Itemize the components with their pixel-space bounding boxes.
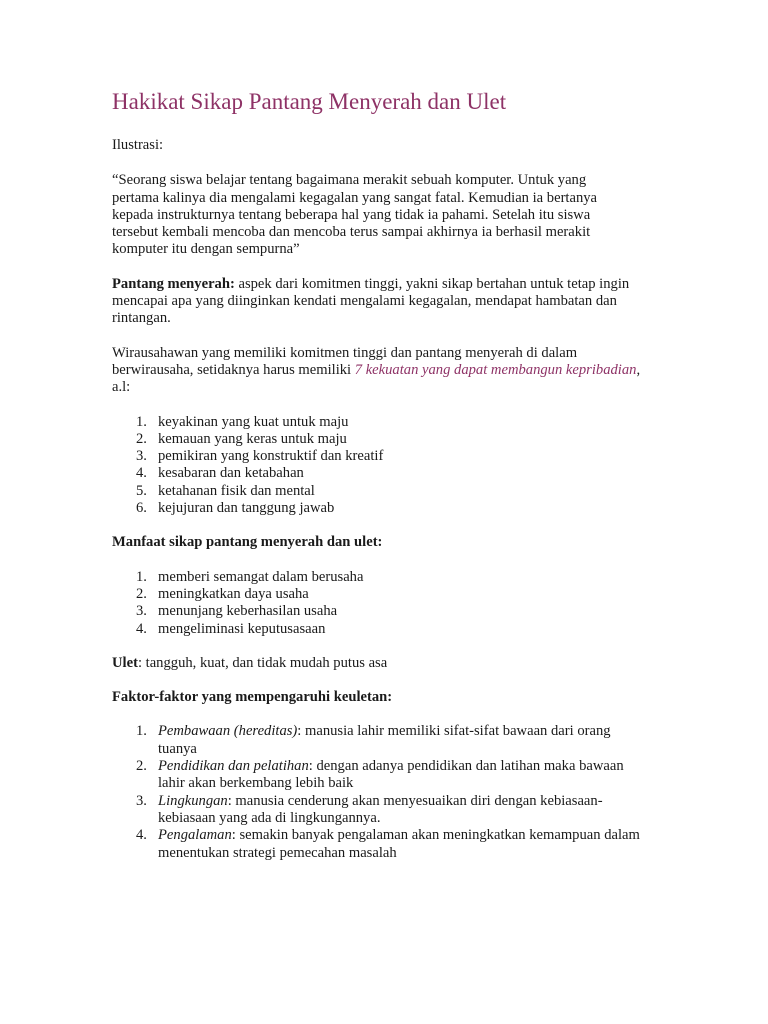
list-text: kemauan yang keras untuk maju xyxy=(158,430,347,447)
ulet-term: Ulet xyxy=(112,654,138,671)
list-item xyxy=(112,483,652,500)
factors-list xyxy=(112,723,652,861)
strengths-list xyxy=(112,414,652,518)
list-item xyxy=(112,431,652,448)
illustration-label: Ilustrasi: xyxy=(112,137,164,153)
list-number: 3. xyxy=(136,792,147,809)
list-number: 1. xyxy=(136,413,147,430)
intro-paragraph xyxy=(112,345,652,397)
list-number: 4. xyxy=(136,827,147,844)
illustration-quote: “Seorang siswa belajar tentang bagaimana merakit sebuah komputer. Untuk yang pertama kalinya dia mengalami kegagalan yang sangat fatal. Kemudian ia bertanya kepada instrukturnya tentang beberapa hal yang tidak ia pahami. Setelah itu siswa tersebut kembali mencoba dan mencoba terus sampai akhirnya ia berhasil merakit komputer itu dengan sempurna” xyxy=(112,172,598,258)
list-number: 6. xyxy=(136,500,147,517)
list-item xyxy=(112,603,652,620)
factor-text: : manusia cenderung akan menyesuaikan diri dengan kebiasaan-kebiasaan yang ada di lingkungannya. xyxy=(158,792,603,826)
list-item xyxy=(112,448,652,465)
list-item xyxy=(112,827,652,862)
list-number: 4. xyxy=(136,620,147,637)
definition-paragraph xyxy=(112,276,652,328)
list-number: 4. xyxy=(136,465,147,482)
list-text: meningkatkan daya usaha xyxy=(158,585,309,602)
factors-heading: Faktor-faktor yang mempengaruhi keuletan: xyxy=(112,689,393,706)
definition-text: aspek dari komitmen tinggi, yakni sikap bertahan untuk tetap ingin mencapai apa yang diinginkan kendati mengalami kegagalan, mendapat hambatan dan rintangan. xyxy=(112,275,630,327)
list-text: memberi semangat dalam berusaha xyxy=(158,568,364,585)
intro-suffix: , a.l: xyxy=(112,361,641,396)
list-number: 2. xyxy=(136,430,147,447)
list-number: 3. xyxy=(136,603,147,620)
list-item xyxy=(112,569,652,586)
list-number: 2. xyxy=(136,758,147,775)
list-number: 1. xyxy=(136,723,147,740)
list-item xyxy=(112,414,652,431)
list-item xyxy=(112,793,652,828)
definition-term: Pantang menyerah: xyxy=(112,275,235,292)
list-number: 5. xyxy=(136,482,147,499)
intro-text: Wirausahawan yang memiliki komitmen tinggi dan pantang menyerah di dalam berwirausaha, setidaknya harus memiliki xyxy=(112,344,578,378)
factor-term: Lingkungan xyxy=(158,792,228,809)
list-item xyxy=(112,723,652,758)
factor-term: Pengalaman xyxy=(158,827,232,844)
factor-term: Pembawaan (hereditas) xyxy=(158,723,298,740)
list-text: ketahanan fisik dan mental xyxy=(158,482,315,499)
factor-text: : dengan adanya pendidikan dan latihan maka bawaan lahir akan berkembang lebih baik xyxy=(158,758,624,792)
benefits-list xyxy=(112,569,652,638)
list-number: 3. xyxy=(136,448,147,465)
factor-text: : manusia lahir memiliki sifat-sifat bawaan dari orang tuanya xyxy=(158,723,611,757)
document-content xyxy=(112,88,652,879)
list-number: 2. xyxy=(136,585,147,602)
ulet-text: : tangguh, kuat, dan tidak mudah putus asa xyxy=(137,654,388,671)
list-item xyxy=(112,500,652,517)
factor-text: : semakin banyak pengalaman akan meningkatkan kemampuan dalam menentukan strategi pemecahan masalah xyxy=(158,827,640,861)
list-text: keyakinan yang kuat untuk maju xyxy=(158,413,349,430)
list-text: menunjang keberhasilan usaha xyxy=(158,603,338,620)
list-text: kesabaran dan ketabahan xyxy=(158,465,304,482)
list-text: mengeliminasi keputusasaan xyxy=(158,620,326,637)
list-item xyxy=(112,758,652,793)
list-item xyxy=(112,586,652,603)
list-item xyxy=(112,621,652,638)
page-title: Hakikat Sikap Pantang Menyerah dan Ulet xyxy=(112,89,507,114)
list-text: pemikiran yang konstruktif dan kreatif xyxy=(158,448,384,465)
intro-emphasis: 7 kekuatan yang dapat membangun kepribadian xyxy=(354,361,637,378)
list-item xyxy=(112,465,652,482)
factor-term: Pendidikan dan pelatihan xyxy=(158,758,309,775)
ulet-definition xyxy=(112,655,652,672)
list-number: 1. xyxy=(136,568,147,585)
list-text: kejujuran dan tanggung jawab xyxy=(158,500,335,517)
benefits-heading: Manfaat sikap pantang menyerah dan ulet: xyxy=(112,534,383,551)
